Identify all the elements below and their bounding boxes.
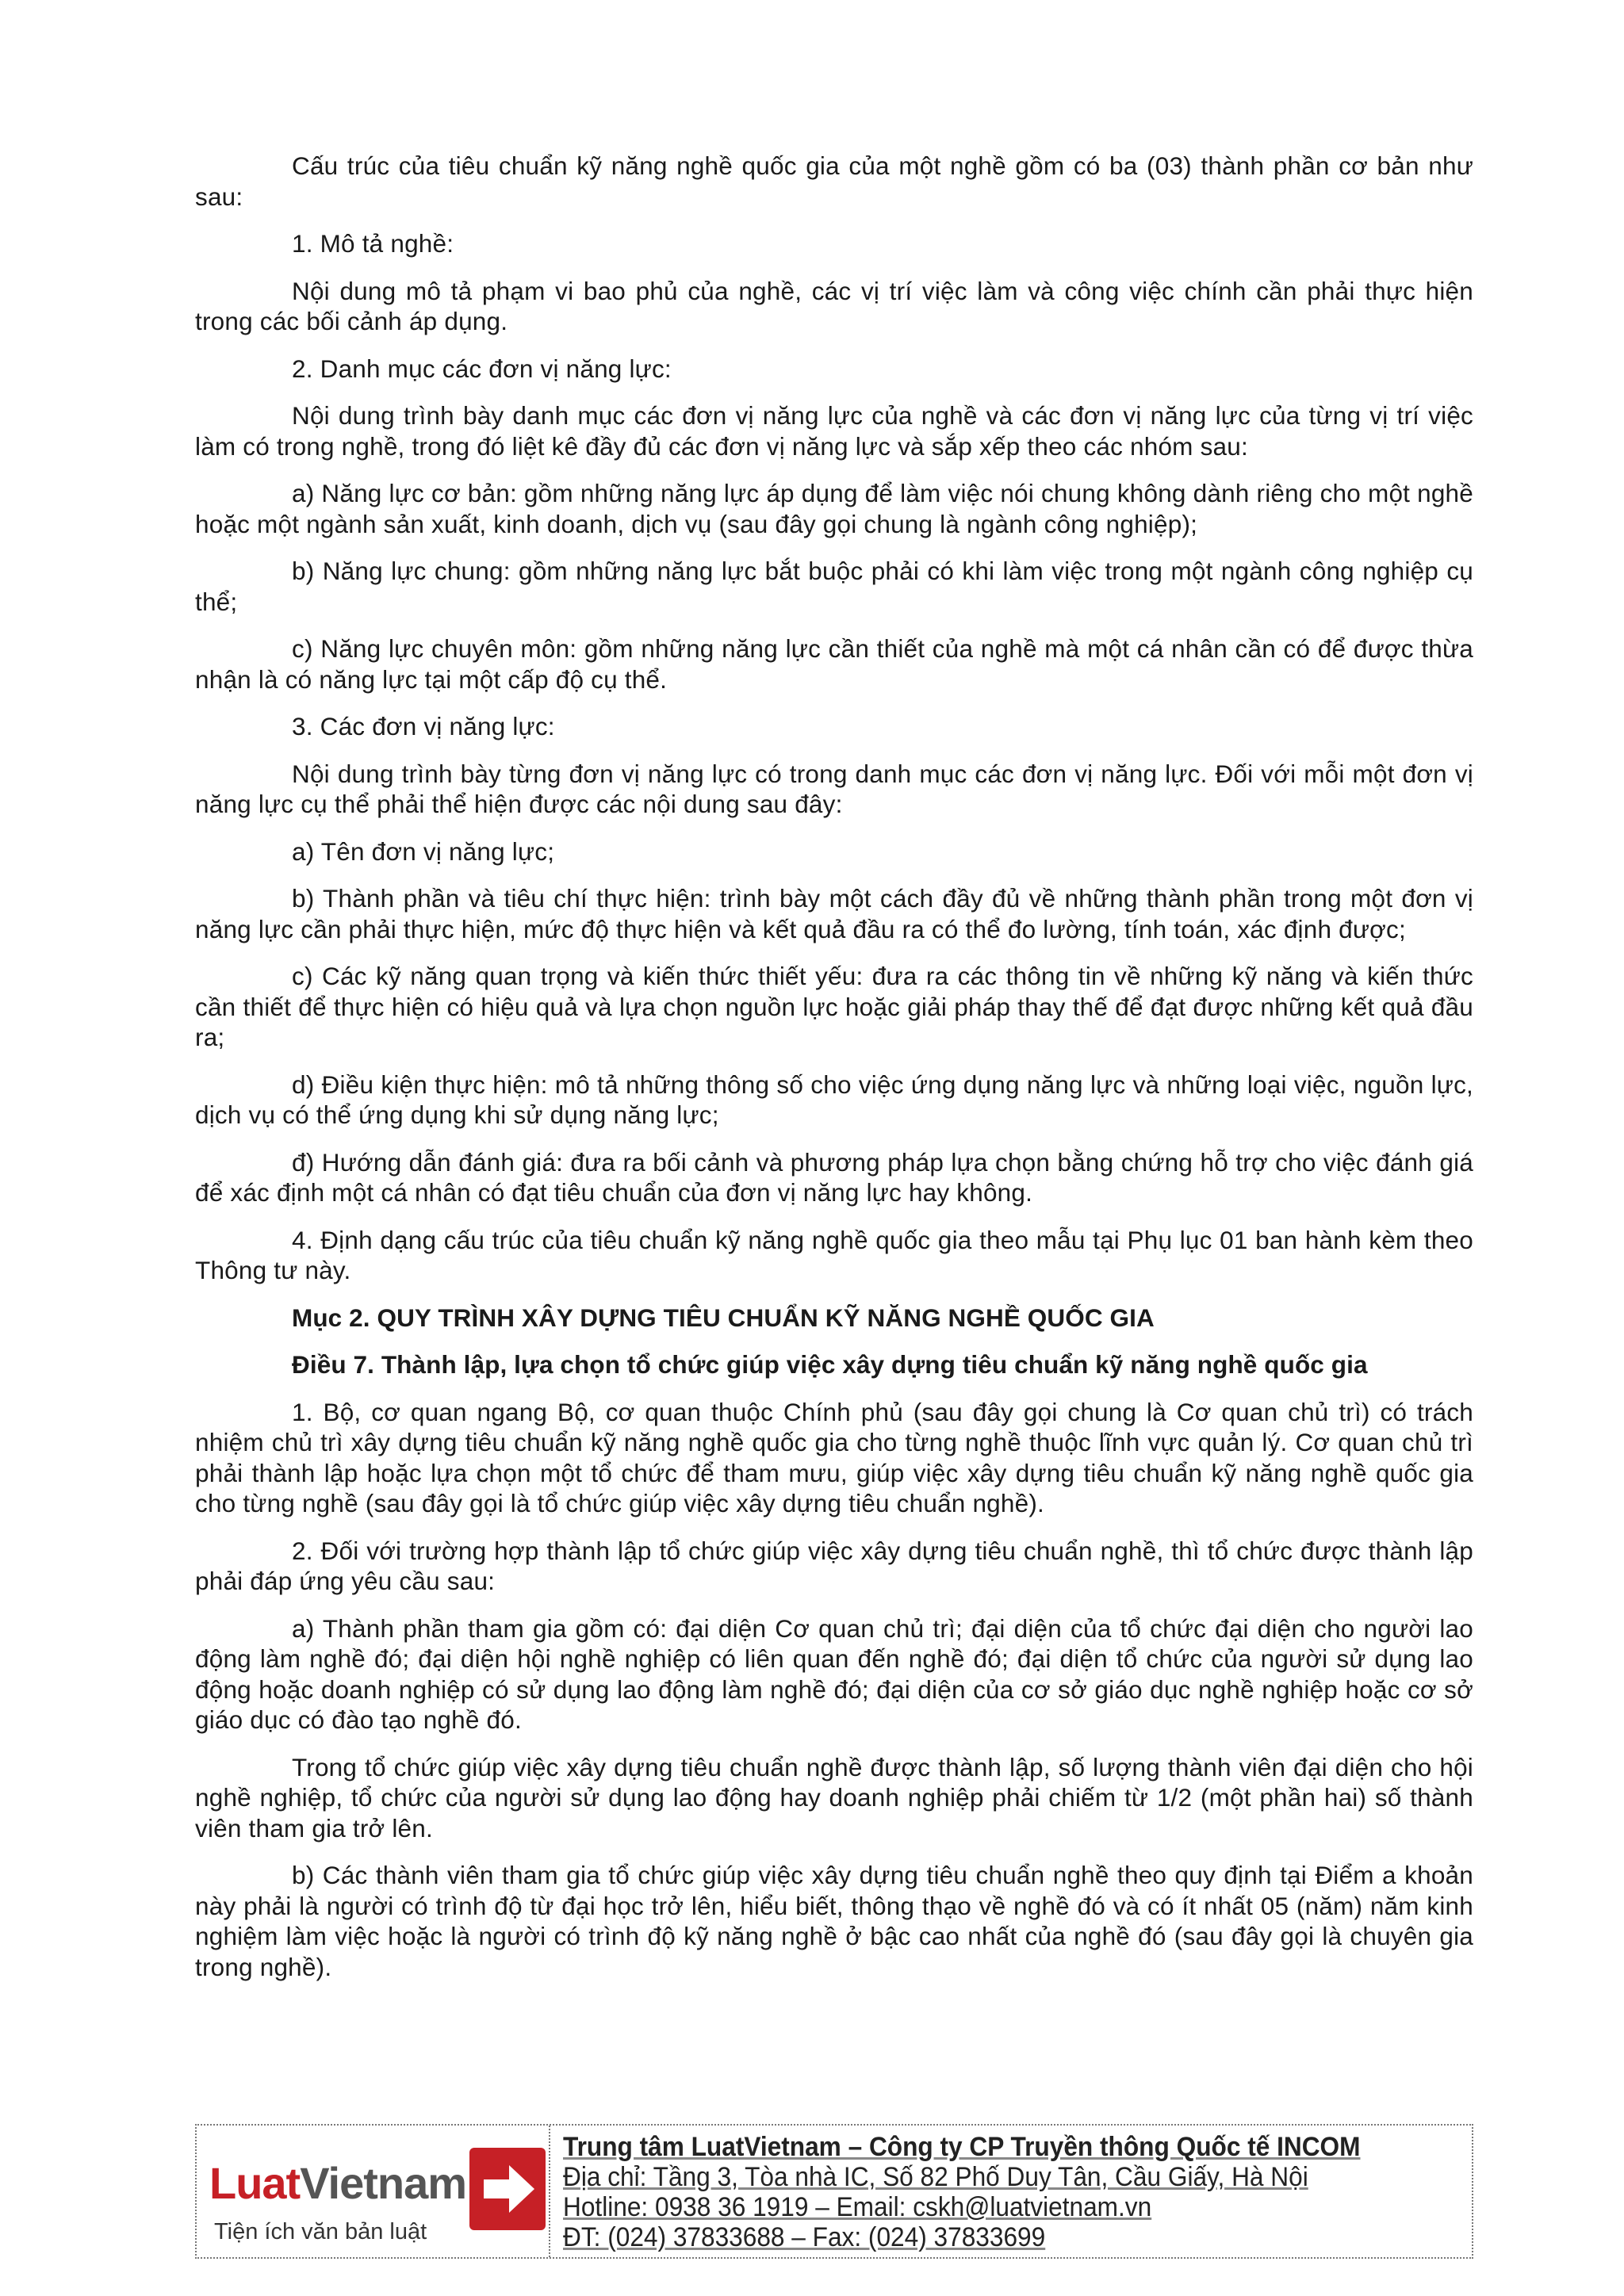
paragraph: Nội dung trình bày từng đơn vị năng lực có trong danh mục các đơn vị năng lực. Đối với mỗi một đơn vị năng lực cụ thể phải thể hiện được các nội dung sau đây: <box>195 759 1473 818</box>
paragraph: d) Điều kiện thực hiện: mô tả những thông số cho việc ứng dụng năng lực và những loại việc, nguồn lực, dịch vụ có thể ứng dụng khi sử dụng năng lực; <box>195 1070 1473 1129</box>
paragraph: b) Thành phần và tiêu chí thực hiện: trình bày một cách đầy đủ về những thành phần trong một đơn vị năng lực cần phải thực hiện, mức độ thực hiện và kết quả đầu ra có thể đo lường, tính toán, xác định được; <box>195 884 1473 943</box>
logo-tagline: Tiện ích văn bản luật <box>214 2219 427 2244</box>
paragraph: 3. Các đơn vị năng lực: <box>292 712 555 740</box>
logo-part-luat: Luat <box>209 2158 301 2208</box>
paragraph: 1. Bộ, cơ quan ngang Bộ, cơ quan thuộc Chính phủ (sau đây gọi chung là Cơ quan chủ trì) có trách nhiệm chủ trì xây dựng tiêu chuẩn kỹ năng nghề quốc gia cho từng nghề thuộc lĩnh vực quản lý. Cơ quan chủ trì phải thành lập hoặc lựa chọn một tổ chức để tham mưu, giúp việc xây dựng tiêu chuẩn kỹ năng nghề quốc gia cho từng nghề (sau đây gọi là tổ chức giúp việc xây dựng tiêu chuẩn nghề). <box>195 1397 1473 1517</box>
section-heading: Mục 2. QUY TRÌNH XÂY DỰNG TIÊU CHUẨN KỸ NĂNG NGHỀ QUỐC GIA <box>292 1303 1155 1332</box>
paragraph: a) Tên đơn vị năng lực; <box>292 836 555 866</box>
paragraph: Trong tổ chức giúp việc xây dựng tiêu chuẩn nghề được thành lập, số lượng thành viên đại diện cho hội nghề nghiệp, tổ chức của người sử dụng lao động hay doanh nghiệp phải chiếm từ 1/2 (một phần hai) số thành viên tham gia trở lên. <box>195 1752 1473 1843</box>
paragraph: b) Các thành viên tham gia tổ chức giúp việc xây dựng tiêu chuẩn nghề theo quy định tại Điểm a khoản này phải là người có trình độ từ đại học trở lên, hiểu biết, thông thạo về nghề đó và có ít nhất 05 (năm) năm kinh nghiệm làm việc hoặc là người có trình độ kỹ năng nghề ở bậc cao nhất của nghề đó (sau đây gọi là chuyên gia trong nghề). <box>195 1861 1473 1981</box>
document-body <box>195 151 1473 1999</box>
logo-wordmark <box>209 2157 466 2209</box>
paragraph: đ) Hướng dẫn đánh giá: đưa ra bối cảnh và phương pháp lựa chọn bằng chứng hỗ trợ cho việc đánh giá để xác định một cá nhân có đạt tiêu chuẩn của đơn vị năng lực hay không. <box>195 1147 1473 1207</box>
paragraph: b) Năng lực chung: gồm những năng lực bắt buộc phải có khi làm việc trong một ngành công nghiệp cụ thể; <box>195 557 1473 616</box>
article-heading: Điều 7. Thành lập, lựa chọn tổ chức giúp việc xây dựng tiêu chuẩn kỹ năng nghề quốc gia <box>292 1350 1368 1379</box>
paragraph: Nội dung trình bày danh mục các đơn vị năng lực của nghề và các đơn vị năng lực của từng vị trí việc làm có trong nghề, trong đó liệt kê đầy đủ các đơn vị năng lực và sắp xếp theo các nhóm sau: <box>195 401 1473 461</box>
footer-banner <box>195 2124 1473 2259</box>
paragraph: 2. Đối với trường hợp thành lập tổ chức giúp việc xây dựng tiêu chuẩn nghề, thì tổ chức được thành lập phải đáp ứng yêu cầu sau: <box>195 1536 1473 1595</box>
paragraph: c) Năng lực chuyên môn: gồm những năng lực cần thiết của nghề mà một cá nhân cần có để được thừa nhận là có năng lực tại một cấp độ cụ thể. <box>195 634 1473 694</box>
paragraph: a) Năng lực cơ bản: gồm những năng lực áp dụng để làm việc nói chung không dành riêng cho một nghề hoặc một ngành sản xuất, kinh doanh, dịch vụ (sau đây gọi chung là ngành công nghiệp); <box>195 479 1473 538</box>
paragraph: 4. Định dạng cấu trúc của tiêu chuẩn kỹ năng nghề quốc gia theo mẫu tại Phụ lục 01 ban hành kèm theo Thông tư này. <box>195 1225 1473 1284</box>
paragraph: Cấu trúc của tiêu chuẩn kỹ năng nghề quốc gia của một nghề gồm có ba (03) thành phần cơ bản như sau: <box>195 151 1473 211</box>
paragraph: a) Thành phần tham gia gồm có: đại diện Cơ quan chủ trì; đại diện của tổ chức đại diện cho người lao động làm nghề đó; đại diện hội nghề nghiệp có liên quan đến nghề đó; đại diện tổ chức của người sử dụng lao động hoặc doanh nghiệp có sử dụng lao động làm nghề đó; đại diện của cơ sở giáo dục nghề nghiệp hoặc cơ sở giáo dục có đào tạo nghề đó. <box>195 1613 1473 1734</box>
paragraph: 1. Mô tả nghề: <box>292 229 454 258</box>
paragraph: Nội dung mô tả phạm vi bao phủ của nghề, các vị trí việc làm và công việc chính cần phải thực hiện trong các bối cảnh áp dụng. <box>195 276 1473 335</box>
logo <box>197 2126 550 2257</box>
contact-info <box>550 2126 1472 2257</box>
contact-phone-fax: ĐT: (024) 37833688 – Fax: (024) 37833699 <box>563 2222 1046 2252</box>
contact-company: Trung tâm LuatVietnam – Công ty CP Truyền thông Quốc tế INCOM <box>563 2132 1361 2162</box>
logo-part-vietnam: Vietnam <box>300 2158 467 2208</box>
contact-hotline-email: Hotline: 0938 36 1919 – Email: cskh@luatvietnam.vn <box>563 2192 1152 2222</box>
paragraph: c) Các kỹ năng quan trọng và kiến thức thiết yếu: đưa ra các thông tin về những kỹ năng và kiến thức cần thiết để thực hiện có hiệu quả và lựa chọn nguồn lực hoặc giải pháp thay thế để đạt được những kết quả đầu ra; <box>195 962 1473 1051</box>
paragraph: 2. Danh mục các đơn vị năng lực: <box>292 354 672 383</box>
arrow-right-icon <box>469 2148 546 2230</box>
contact-address: Địa chỉ: Tầng 3, Tòa nhà IC, Số 82 Phố Duy Tân, Cầu Giấy, Hà Nội <box>563 2162 1308 2192</box>
